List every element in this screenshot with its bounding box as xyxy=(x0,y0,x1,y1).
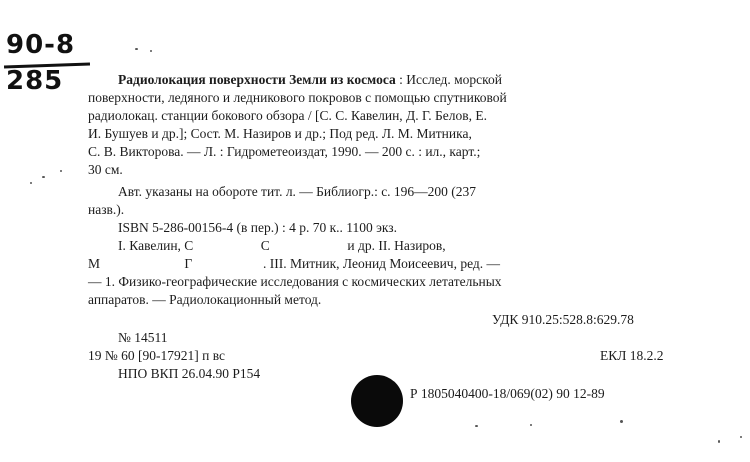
scan-speck xyxy=(530,424,532,426)
npo-line: НПО ВКП 26.04.90 Р154 xyxy=(118,366,261,381)
ekl-code: ЕКЛ 18.2.2 xyxy=(600,348,664,363)
punch-hole xyxy=(351,375,403,427)
entry-line: И. Бушуев и др.]; Сост. М. Назиров и др.; Под ред. Л. М. Митника, xyxy=(88,126,472,141)
scan-speck xyxy=(150,50,152,52)
entry-line: радиолокац. станции бокового обзора / [С. С. Кавелин, Д. Г. Белов, Е. xyxy=(88,108,488,123)
scan-speck xyxy=(740,436,742,438)
tracings-line: аппаратов. — Радиолокационный метод. xyxy=(88,292,322,307)
isbn-line: ISBN 5-286-00156-4 (в пер.) : 4 р. 70 к.. 1100 экз. xyxy=(118,220,398,235)
entry-title-tail: : Исслед. морской xyxy=(395,72,503,87)
scan-speck xyxy=(30,182,32,184)
scan-speck xyxy=(42,176,45,178)
scan-speck xyxy=(60,170,62,172)
scan-speck xyxy=(718,440,720,443)
note-line: назв.). xyxy=(88,202,125,217)
entry-title: Радиолокация поверхности Земли из космоса xyxy=(118,72,396,87)
tracings-line: I. Кавелин, С С и др. II. Назиров, xyxy=(118,238,446,253)
call-number-bottom: 285 xyxy=(6,66,64,96)
tracings-line: М Г . III. Митник, Леонид Моисеевич, ред. — xyxy=(88,256,501,271)
call-number-top: 90-8 xyxy=(6,30,76,60)
udk-code: УДК 910.25:528.8:629.78 xyxy=(492,312,634,327)
entry-line: 30 см. xyxy=(88,162,123,177)
note-line: Авт. указаны на обороте тит. л. — Библиогр.: с. 196—200 (237 xyxy=(118,184,477,199)
tracings-line: — 1. Физико-географические исследования с космических летательных xyxy=(88,274,502,289)
scan-speck xyxy=(475,425,478,427)
entry-first-line xyxy=(118,72,502,88)
order-line: 19 № 60 [90-17921] п вс xyxy=(88,348,226,363)
classification-code: Р 1805040400-18/069(02) 90 12-89 xyxy=(410,386,605,401)
scan-speck xyxy=(135,48,138,50)
entry-line: С. В. Викторова. — Л. : Гидрометеоиздат, 1990. — 200 с. : ил., карт.; xyxy=(88,144,481,159)
entry-line: поверхности, ледяного и ледникового покровов с помощью спутниковой xyxy=(88,90,507,105)
scan-speck xyxy=(620,420,623,423)
record-number: № 14511 xyxy=(118,330,168,345)
